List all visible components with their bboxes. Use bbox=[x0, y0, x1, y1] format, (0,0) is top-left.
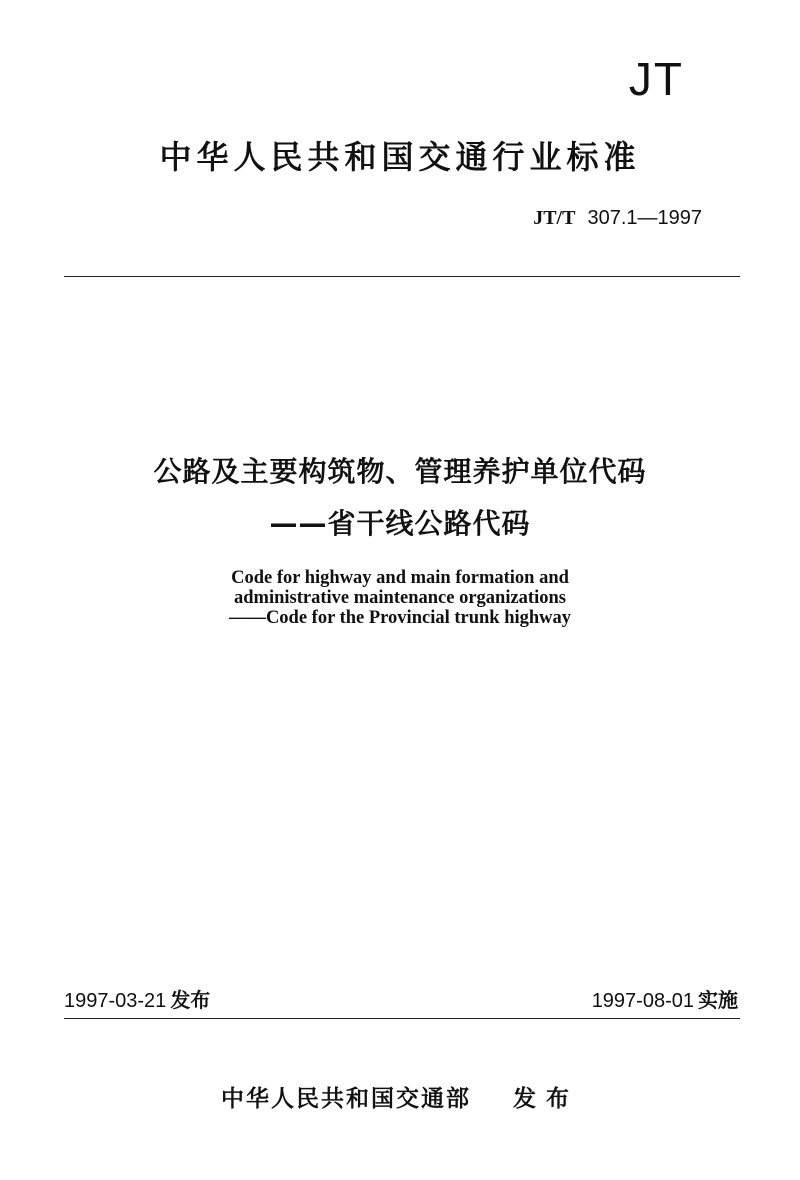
standard-number bbox=[533, 205, 702, 230]
bottom-divider bbox=[64, 1018, 740, 1019]
top-divider bbox=[64, 276, 740, 277]
publisher-line bbox=[0, 1080, 800, 1113]
document-subtitle-zh: ——省干线公路代码 bbox=[269, 507, 531, 540]
standard-number-prefix: JT/T bbox=[533, 207, 576, 229]
document-title-en-line1: Code for highway and main formation and bbox=[231, 568, 569, 588]
document-title-en bbox=[0, 568, 800, 628]
issue-date-value: 1997-03-21 bbox=[64, 990, 167, 1012]
standard-number-value: 307.1—1997 bbox=[587, 207, 702, 229]
standard-title: 中华人民共和国交通行业标准 bbox=[159, 138, 641, 176]
issue-date bbox=[64, 984, 210, 1013]
effective-date-value: 1997-08-01 bbox=[591, 990, 694, 1012]
effective-date bbox=[592, 984, 738, 1013]
document-title-zh: 公路及主要构筑物、管理养护单位代码 bbox=[153, 455, 647, 488]
category-mark: JT bbox=[628, 53, 684, 105]
publisher-name: 中华人民共和国交通部 bbox=[221, 1085, 471, 1112]
document-title-en-line2: administrative maintenance organizations bbox=[234, 588, 566, 608]
effective-date-label: 实施 bbox=[698, 988, 738, 1012]
issue-date-label: 发布 bbox=[170, 988, 211, 1012]
publish-action: 发布 bbox=[513, 1085, 579, 1112]
document-title-en-line3: ——Code for the Provincial trunk highway bbox=[228, 608, 572, 628]
